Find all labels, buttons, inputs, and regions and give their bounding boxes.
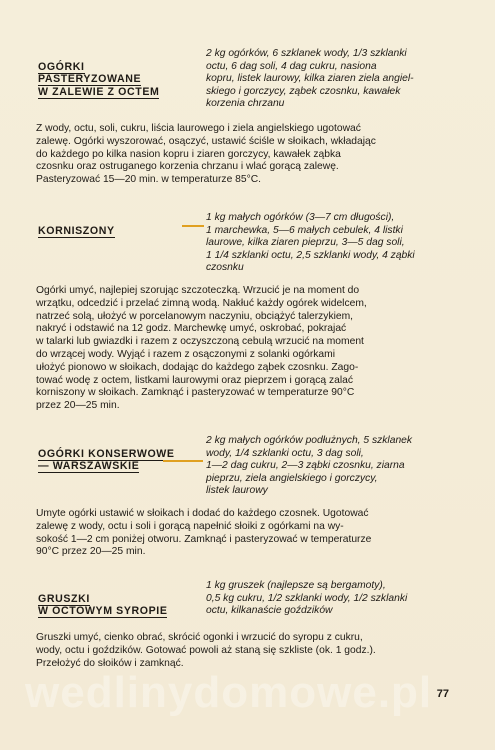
section-rule [182,225,204,227]
page-number: 77 [436,688,449,700]
recipe-ingredients: 2 kg ogórków, 6 szklanek wody, 1/3 szklanki octu, 6 dag soli, 4 dag cukru, nasiona kopru, listek laurowy, kilka ziaren ziela angiel- skiego i gorczycy, ząbek czosnku, kawałek korzenia chrzanu [206,48,414,110]
recipe-ingredients: 1 kg gruszek (najlepsze są bergamoty), 0,5 kg cukru, 1/2 szklanki wody, 1/2 szklanki octu, kilkanaście goździków [206,580,408,617]
recipe-title-text: OGÓRKI PASTERYZOWANE W ZALEWIE Z OCTEM [38,60,160,98]
recipe-title-text: OGÓRKI KONSERWOWE — WARSZAWSKIE [38,447,175,472]
recipe-method: Gruszki umyć, cienko obrać, skrócić ogonki i wrzucić do syropu z cukru, wody, octu i goździków. Gotować powoli aż staną się szkliste (ok. 1 godz.). Przełożyć do słoików i zamknąć. [36,632,376,669]
recipe-ingredients: 2 kg małych ogórków podłużnych, 5 szklanek wody, 1/4 szklanki octu, 3 dag soli, 1—2 dag cukru, 2—3 ząbki czosnku, ziarna pieprzu, ziela angielskiego i gorczycy, listek laurowy [206,435,413,497]
watermark: wedlinydomowe.pl [25,668,433,717]
recipe-korniszony [30,212,473,422]
recipe-pickles-warsaw [30,435,473,565]
recipe-method: Ogórki umyć, najlepiej szorując szczoteczką. Wrzucić je na moment do wrzątku, odcedzić i przelać zimną wodą. Nakłuć każdy ogórek widelcem, natrzeć solą, ułożyć w porcelanowym naczyniu, obciążyć talerzykiem, nakryć i odstawić na 12 godz. Marchewkę umyć, oskrobać, pokrajać w talarki lub gwiazdki i razem z oczyszczoną cebulą wrzucić na moment do wrzącej wody. Wyjąć i razem z osączonymi z solanki ogórkami ułożyć pionowo w słoikach, dodając do każdego ząbek czosnku. Zago- tować wodę z octem, listkami laurowymi oraz pieprzem i gorącą zalać korniszony w słoikach. Zamknąć i pasteryzować w temperaturze 90°C przez 20—25 min. [36,285,367,412]
recipe-method: Umyte ogórki ustawić w słoikach i dodać do każdego czosnek. Ugotować zalewę z wody, octu i soli i gorącą napełnić słoiki z ogórkami na wy- sokość 1—2 cm poniżej otworu. Zamknąć i pasteryzować w temperaturze 90°C przez 20—25 min. [36,508,372,558]
section-rule [163,460,203,462]
recipe-title [38,580,203,618]
recipe-title [38,48,203,98]
recipe-title-text: GRUSZKI W OCTOWYM SYROPIE [38,592,168,617]
recipe-title [38,435,203,473]
recipe-pickles-vinegar [30,48,473,193]
recipe-ingredients: 1 kg małych ogórków (3—7 cm długości), 1 marchewka, 5—6 małych cebulek, 4 listki laurowe, kilka ziaren pieprzu, 3—5 dag soli, 1 1/4 szklanki octu, 2,5 szklanki wody, 4 ząbki czosnku [206,212,415,274]
recipe-method: Z wody, octu, soli, cukru, liścia laurowego i ziela angielskiego ugotować zalewę. Ogórki wyszorować, osączyć, ustawić ściśle w słoikach, wkładając do każdego po kilka nasion kopru i ziaren gorczycy, kawałek ząbka czosnku oraz ostruganego korzenia chrzanu i wlać gorącą zalewę. Pasteryzować 15—20 min. w temperaturze 85°C. [36,123,376,186]
recipe-title [38,212,203,237]
recipe-pears-vinegar-syrup [30,580,473,680]
recipe-title-text: KORNISZONY [38,224,115,237]
